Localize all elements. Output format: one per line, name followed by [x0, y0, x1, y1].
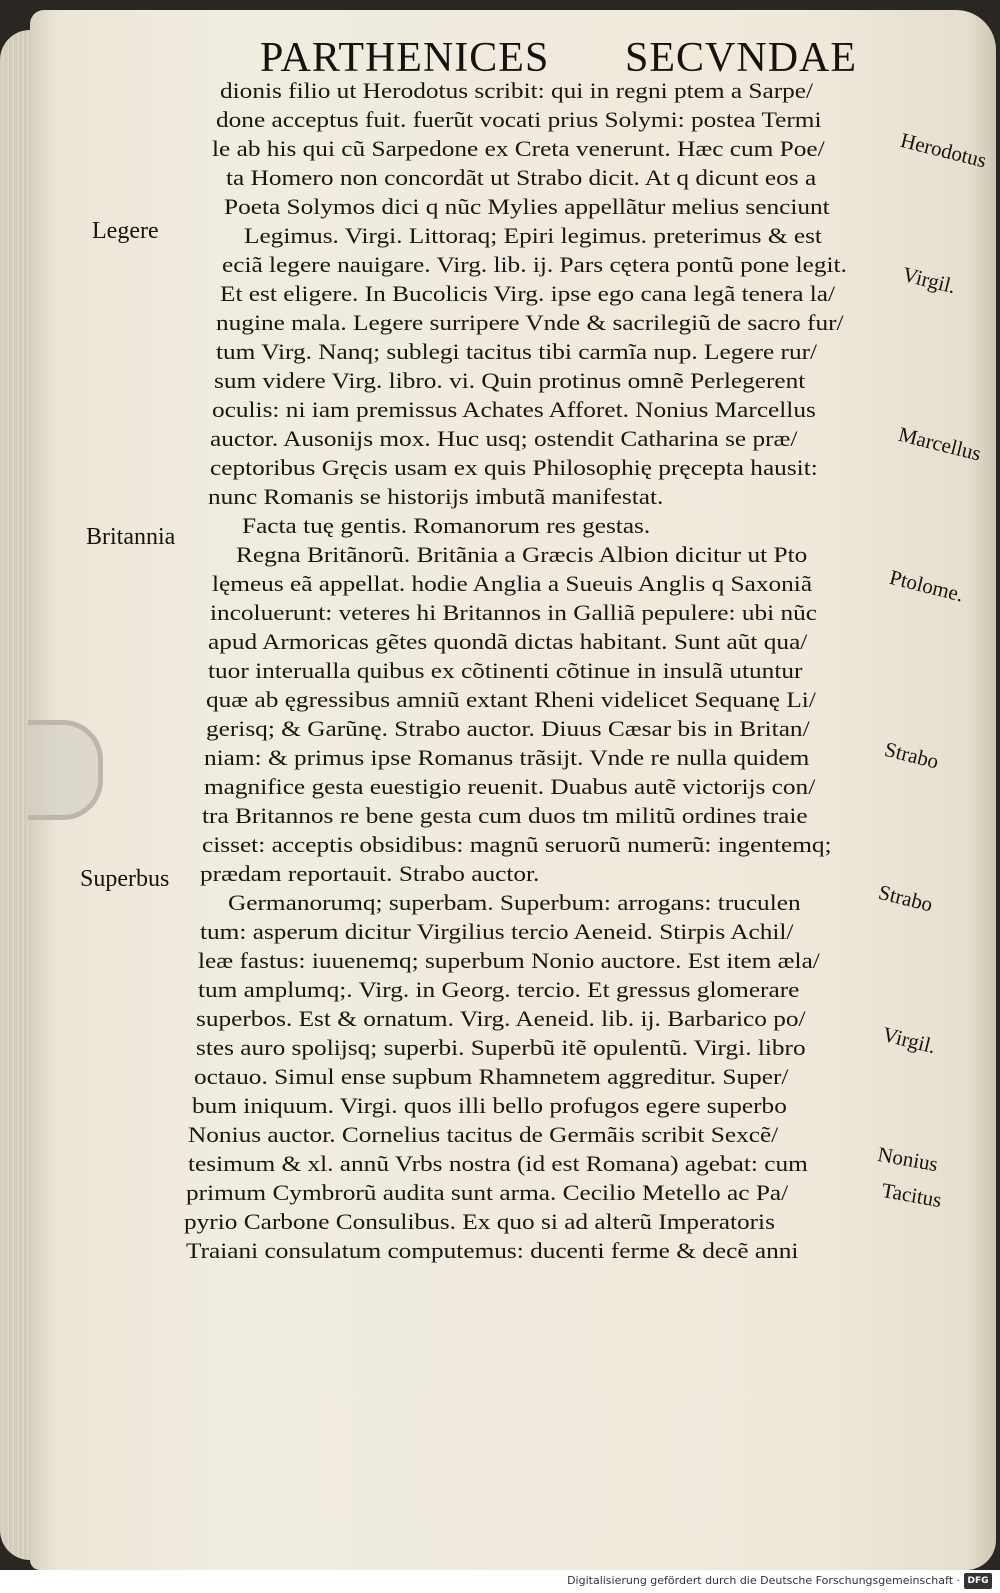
text-line: tum: asperum dicitur Virgilius tercio Aeneid. Stirpis Achil/	[200, 919, 794, 944]
text-line: lęmeus eã appellat. hodie Anglia a Sueuis Anglis q Saxoniã	[212, 571, 813, 596]
text-line: bum iniquum. Virgi. quos illi bello profugos egere superbo	[192, 1093, 787, 1118]
text-line: Germanorumq; superbam. Superbum: arrogans: truculen	[228, 890, 801, 915]
text-line: Nonius auctor. Cornelius tacitus de Germãis scribit Sexcẽ/	[188, 1122, 779, 1147]
running-head-left: PARTHENICES	[260, 35, 550, 81]
text-line: apud Armoricas gẽtes quondã dictas habitant. Sunt aũt qua/	[208, 629, 808, 654]
text-line: sum videre Virg. libro. vi. Quin protinus omnẽ Perlegerent	[214, 368, 806, 393]
margin-note-herodotus: Herodotus	[898, 128, 989, 173]
running-head	[230, 34, 870, 84]
footer-bar	[0, 1570, 1000, 1593]
text-line: tra Britannos re bene gesta cum duos tm militũ ordines traie	[202, 803, 808, 828]
funding-credit: Digitalisierung gefördert durch die Deutsche Forschungsgemeinschaft ·	[567, 1574, 960, 1587]
text-line: Traiani consulatum computemus: ducenti ferme & decẽ anni	[186, 1238, 799, 1263]
text-line: octauo. Simul ense supbum Rhamnetem aggreditur. Super/	[194, 1064, 789, 1089]
text-line: niam: & primus ipse Romanus trãsijt. Vnde re nulla quidem	[204, 745, 810, 770]
text-line: tesimum & xl. annũ Vrbs nostra (id est Romana) agebat: cum	[188, 1151, 808, 1176]
text-line: dionis filio ut Herodotus scribit: qui in regni ptem a Sarpe/	[220, 78, 814, 103]
text-line: leæ fastus: iuuenemq; superbum Nonio auctore. Est item æla/	[198, 948, 820, 973]
text-line: incoluerunt: veteres hi Britannos in Galliã pepulere: ubi nũc	[210, 600, 818, 625]
margin-note-strabo: Strabo	[876, 880, 936, 917]
margin-note-nonius: Nonius	[875, 1142, 940, 1177]
margin-note-virgil: Virgil.	[880, 1022, 939, 1059]
text-line: prædam reportauit. Strabo auctor.	[200, 861, 540, 886]
text-line: gerisq; & Garũnę. Strabo auctor. Diuus Cæsar bis in Britan/	[206, 716, 810, 741]
text-line: stes auro spolijsq; superbi. Superbũ itẽ opulentũ. Virgi. libro	[196, 1035, 806, 1060]
text-line: Regna Britãnorũ. Britãnia a Græcis Albion dicitur ut Pto	[236, 542, 808, 567]
text-line: eciã legere nauigare. Virg. lib. ij. Pars cętera pontũ pone legit.	[222, 252, 847, 277]
text-line: auctor. Ausonijs mox. Huc usq; ostendit Catharina se præ/	[210, 426, 798, 451]
text-line: pyrio Carbone Consulibus. Ex quo si ad alterũ Imperatoris	[184, 1209, 775, 1234]
text-line: quæ ab ęgressibus amniũ extant Rheni videlicet Sequanę Li/	[206, 687, 816, 712]
text-line: tum amplumq;. Virg. in Georg. tercio. Et gressus glomerare	[198, 977, 800, 1002]
text-line: Legimus. Virgi. Littoraq; Epiri legimus. preterimus & est	[244, 223, 822, 248]
margin-note-virgil: Virgil.	[900, 262, 959, 299]
text-line: Facta tuę gentis. Romanorum res gestas.	[242, 513, 651, 538]
text-line: cisset: acceptis obsidibus: magnũ seruorũ numerũ: ingentemq;	[202, 832, 832, 857]
text-line: ceptoribus Gręcis usam ex quis Philosophię pręcepta hausit:	[210, 455, 818, 480]
margin-note-strabo: Strabo	[882, 737, 942, 774]
text-line: le ab his qui cũ Sarpedone ex Creta venerunt. Hæc cum Poe/	[212, 136, 825, 161]
text-line: Et est eligere. In Bucolicis Virg. ipse ego cana legã tenera la/	[220, 281, 836, 306]
text-line: tuor interualla quibus ex cõtinenti cõtinue in insulã utuntur	[208, 658, 803, 683]
text-line: tum Virg. Nanq; sublegi tacitus tibi carmĩa nup. Legere rur/	[216, 339, 818, 364]
margin-note-legere: Legere	[92, 218, 159, 244]
text-line: primum Cymbrorũ audita sunt arma. Cecilio Metello ac Pa/	[186, 1180, 789, 1205]
running-head-right: SECVNDAE	[625, 35, 858, 81]
page-clip	[28, 720, 103, 820]
text-line: oculis: ni iam premissus Achates Afforet. Nonius Marcellus	[212, 397, 816, 422]
margin-note-tacitus: Tacitus	[879, 1178, 944, 1213]
text-line: ta Homero non concordãt ut Strabo dicit. At q dicunt eos a	[226, 165, 817, 190]
dfg-logo: DFG	[964, 1573, 992, 1589]
text-line: done acceptus fuit. fuerũt vocati prius Solymi: postea Termi	[216, 107, 822, 132]
text-line: superbos. Est & ornatum. Virg. Aeneid. lib. ij. Barbarico po/	[196, 1006, 806, 1031]
margin-note-britannia: Britannia	[86, 524, 176, 550]
text-line: nugine mala. Legere surripere Vnde & sacrilegiũ de sacro fur/	[216, 310, 844, 335]
margin-note-marcellus: Marcellus	[896, 422, 984, 466]
text-line: Poeta Solymos dici q nũc Mylies appellãtur melius senciunt	[224, 194, 830, 219]
margin-note-superbus: Superbus	[80, 866, 170, 892]
text-line: magnifice gesta euestigio reuenit. Duabus autẽ victorijs con/	[204, 774, 816, 799]
margin-note-ptolomeus: Ptolome.	[887, 565, 967, 607]
text-line: nunc Romanis se historijs imbutã manifestat.	[208, 484, 664, 509]
